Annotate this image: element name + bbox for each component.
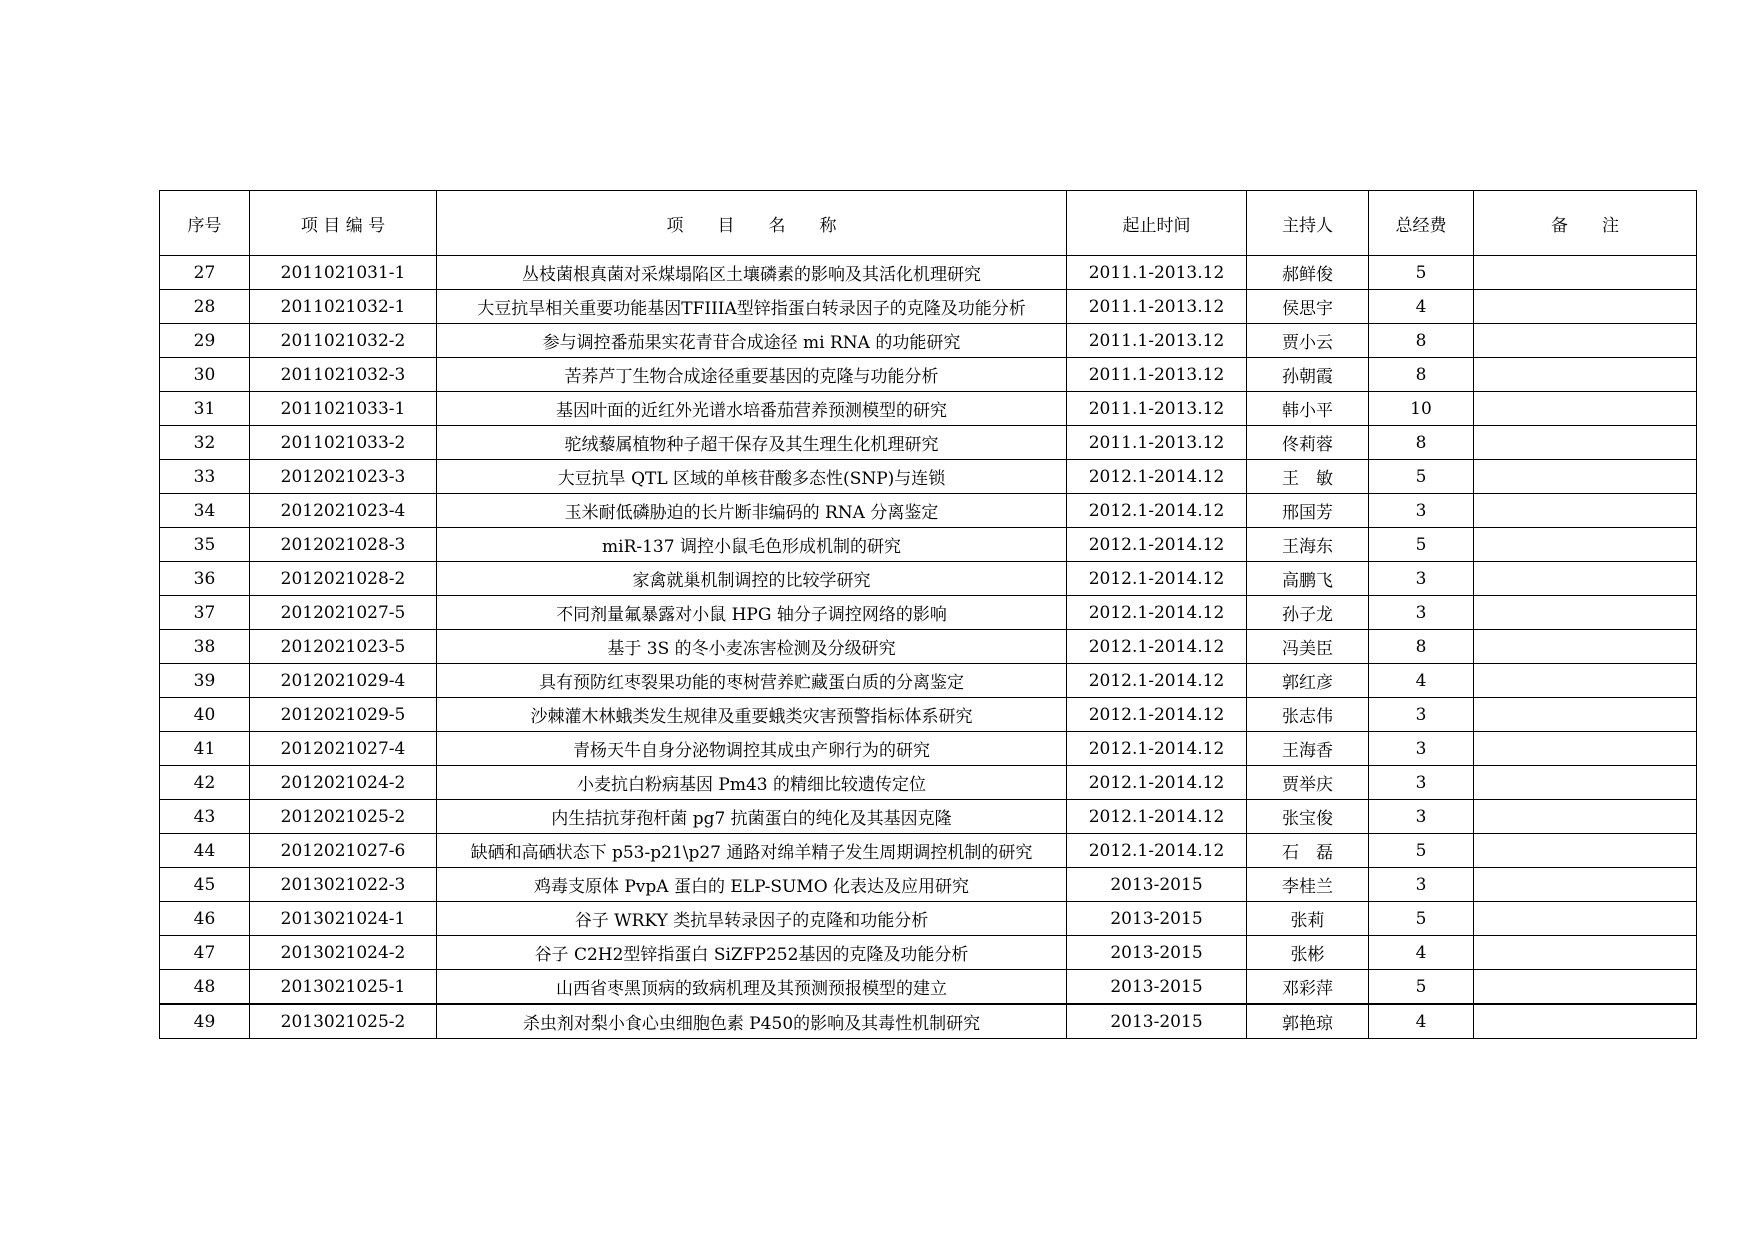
cell-funds: 5 [1369, 460, 1474, 494]
cell-host: 张彬 [1247, 936, 1369, 970]
table-row [160, 1004, 1697, 1039]
cell-note [1474, 596, 1697, 630]
header-period: 起止时间 [1067, 191, 1247, 256]
cell-period: 2012.1-2014.12 [1067, 562, 1247, 596]
table-row [160, 528, 1697, 562]
cell-seq: 42 [160, 766, 250, 800]
cell-note [1474, 800, 1697, 834]
cell-funds: 8 [1369, 630, 1474, 664]
cell-seq: 36 [160, 562, 250, 596]
cell-seq: 49 [160, 1004, 250, 1039]
cell-seq: 46 [160, 902, 250, 936]
cell-period: 2012.1-2014.12 [1067, 630, 1247, 664]
table-row [160, 664, 1697, 698]
cell-funds: 5 [1369, 834, 1474, 868]
cell-name: 玉米耐低磷胁迫的长片断非编码的 RNA 分离鉴定 [437, 494, 1067, 528]
cell-code: 2012021027-6 [250, 834, 437, 868]
cell-host: 郭艳琼 [1247, 1004, 1369, 1039]
cell-funds: 4 [1369, 1004, 1474, 1039]
cell-note [1474, 358, 1697, 392]
cell-name: 杀虫剂对梨小食心虫细胞色素 P450的影响及其毒性机制研究 [437, 1004, 1067, 1039]
cell-host: 邢国芳 [1247, 494, 1369, 528]
cell-code: 2011021032-3 [250, 358, 437, 392]
cell-funds: 3 [1369, 698, 1474, 732]
cell-seq: 44 [160, 834, 250, 868]
cell-note [1474, 732, 1697, 766]
cell-name: miR-137 调控小鼠毛色形成机制的研究 [437, 528, 1067, 562]
cell-host: 王海香 [1247, 732, 1369, 766]
cell-name: 大豆抗旱相关重要功能基因TFIIIA型锌指蛋白转录因子的克隆及功能分析 [437, 290, 1067, 324]
cell-period: 2011.1-2013.12 [1067, 256, 1247, 290]
cell-name: 丛枝菌根真菌对采煤塌陷区土壤磷素的影响及其活化机理研究 [437, 256, 1067, 290]
cell-period: 2013-2015 [1067, 902, 1247, 936]
cell-code: 2012021025-2 [250, 800, 437, 834]
cell-host: 郝鲜俊 [1247, 256, 1369, 290]
cell-seq: 35 [160, 528, 250, 562]
cell-name: 参与调控番茄果实花青苷合成途径 mi RNA 的功能研究 [437, 324, 1067, 358]
header-funds: 总经费 [1369, 191, 1474, 256]
table-row [160, 426, 1697, 460]
cell-host: 高鹏飞 [1247, 562, 1369, 596]
cell-note [1474, 630, 1697, 664]
cell-note [1474, 460, 1697, 494]
cell-host: 王 敏 [1247, 460, 1369, 494]
cell-seq: 45 [160, 868, 250, 902]
cell-code: 2013021025-1 [250, 970, 437, 1005]
cell-name: 基因叶面的近红外光谱水培番茄营养预测模型的研究 [437, 392, 1067, 426]
cell-code: 2011021032-1 [250, 290, 437, 324]
cell-note [1474, 664, 1697, 698]
cell-period: 2012.1-2014.12 [1067, 494, 1247, 528]
cell-funds: 3 [1369, 800, 1474, 834]
table-body [160, 256, 1697, 1039]
cell-seq: 27 [160, 256, 250, 290]
cell-period: 2012.1-2014.12 [1067, 834, 1247, 868]
cell-funds: 4 [1369, 936, 1474, 970]
cell-host: 侯思宇 [1247, 290, 1369, 324]
cell-note [1474, 936, 1697, 970]
table-row [160, 936, 1697, 970]
cell-code: 2012021029-5 [250, 698, 437, 732]
cell-name: 内生拮抗芽孢杆菌 pg7 抗菌蛋白的纯化及其基因克隆 [437, 800, 1067, 834]
cell-code: 2012021023-5 [250, 630, 437, 664]
table-row [160, 562, 1697, 596]
cell-name: 基于 3S 的冬小麦冻害检测及分级研究 [437, 630, 1067, 664]
cell-name: 苦荞芦丁生物合成途径重要基因的克隆与功能分析 [437, 358, 1067, 392]
table-row [160, 868, 1697, 902]
table-row [160, 800, 1697, 834]
cell-code: 2011021033-1 [250, 392, 437, 426]
cell-seq: 38 [160, 630, 250, 664]
cell-funds: 8 [1369, 426, 1474, 460]
cell-funds: 3 [1369, 732, 1474, 766]
cell-seq: 40 [160, 698, 250, 732]
cell-seq: 39 [160, 664, 250, 698]
cell-code: 2013021022-3 [250, 868, 437, 902]
cell-name: 不同剂量氟暴露对小鼠 HPG 轴分子调控网络的影响 [437, 596, 1067, 630]
cell-period: 2011.1-2013.12 [1067, 324, 1247, 358]
cell-period: 2013-2015 [1067, 936, 1247, 970]
header-name: 项 目 名 称 [437, 191, 1067, 256]
cell-note [1474, 902, 1697, 936]
cell-period: 2011.1-2013.12 [1067, 392, 1247, 426]
cell-period: 2012.1-2014.12 [1067, 460, 1247, 494]
cell-note [1474, 1004, 1697, 1039]
cell-host: 邓彩萍 [1247, 970, 1369, 1005]
header-seq: 序号 [160, 191, 250, 256]
cell-note [1474, 392, 1697, 426]
cell-host: 王海东 [1247, 528, 1369, 562]
table-row [160, 494, 1697, 528]
cell-name: 具有预防红枣裂果功能的枣树营养贮藏蛋白质的分离鉴定 [437, 664, 1067, 698]
cell-code: 2012021028-2 [250, 562, 437, 596]
table-row [160, 732, 1697, 766]
cell-code: 2012021027-5 [250, 596, 437, 630]
cell-note [1474, 256, 1697, 290]
cell-seq: 34 [160, 494, 250, 528]
cell-seq: 43 [160, 800, 250, 834]
cell-host: 张莉 [1247, 902, 1369, 936]
cell-name: 青杨天牛自身分泌物调控其成虫产卵行为的研究 [437, 732, 1067, 766]
table-row [160, 596, 1697, 630]
cell-note [1474, 528, 1697, 562]
cell-period: 2012.1-2014.12 [1067, 732, 1247, 766]
cell-note [1474, 970, 1697, 1005]
table-row [160, 392, 1697, 426]
cell-name: 谷子 C2H2型锌指蛋白 SiZFP252基因的克隆及功能分析 [437, 936, 1067, 970]
table-row [160, 256, 1697, 290]
cell-seq: 33 [160, 460, 250, 494]
header-host: 主持人 [1247, 191, 1369, 256]
cell-code: 2011021031-1 [250, 256, 437, 290]
cell-funds: 4 [1369, 664, 1474, 698]
header-note: 备 注 [1474, 191, 1697, 256]
cell-funds: 3 [1369, 494, 1474, 528]
cell-name: 沙棘灌木林蛾类发生规律及重要蛾类灾害预警指标体系研究 [437, 698, 1067, 732]
cell-period: 2011.1-2013.12 [1067, 290, 1247, 324]
cell-code: 2011021032-2 [250, 324, 437, 358]
cell-host: 李桂兰 [1247, 868, 1369, 902]
table-row [160, 834, 1697, 868]
cell-period: 2012.1-2014.12 [1067, 528, 1247, 562]
cell-host: 孙子龙 [1247, 596, 1369, 630]
cell-note [1474, 290, 1697, 324]
cell-note [1474, 834, 1697, 868]
cell-seq: 48 [160, 970, 250, 1005]
cell-host: 张宝俊 [1247, 800, 1369, 834]
cell-host: 贾举庆 [1247, 766, 1369, 800]
cell-host: 石 磊 [1247, 834, 1369, 868]
cell-funds: 5 [1369, 256, 1474, 290]
header-row [160, 191, 1697, 256]
cell-period: 2012.1-2014.12 [1067, 800, 1247, 834]
cell-host: 张志伟 [1247, 698, 1369, 732]
cell-funds: 8 [1369, 324, 1474, 358]
cell-note [1474, 324, 1697, 358]
cell-code: 2012021028-3 [250, 528, 437, 562]
cell-note [1474, 562, 1697, 596]
cell-code: 2013021025-2 [250, 1004, 437, 1039]
cell-period: 2012.1-2014.12 [1067, 698, 1247, 732]
cell-note [1474, 868, 1697, 902]
cell-host: 郭红彦 [1247, 664, 1369, 698]
cell-note [1474, 494, 1697, 528]
table-row [160, 902, 1697, 936]
cell-name: 大豆抗旱 QTL 区域的单核苷酸多态性(SNP)与连锁 [437, 460, 1067, 494]
cell-code: 2012021023-4 [250, 494, 437, 528]
table-row [160, 698, 1697, 732]
cell-funds: 3 [1369, 596, 1474, 630]
cell-note [1474, 698, 1697, 732]
cell-funds: 4 [1369, 290, 1474, 324]
cell-host: 孙朝霞 [1247, 358, 1369, 392]
cell-code: 2012021029-4 [250, 664, 437, 698]
cell-seq: 28 [160, 290, 250, 324]
cell-seq: 32 [160, 426, 250, 460]
cell-code: 2013021024-1 [250, 902, 437, 936]
cell-host: 佟莉蓉 [1247, 426, 1369, 460]
cell-note [1474, 766, 1697, 800]
cell-code: 2011021033-2 [250, 426, 437, 460]
cell-seq: 29 [160, 324, 250, 358]
cell-code: 2012021024-2 [250, 766, 437, 800]
cell-name: 小麦抗白粉病基因 Pm43 的精细比较遗传定位 [437, 766, 1067, 800]
cell-funds: 3 [1369, 766, 1474, 800]
cell-name: 山西省枣黑顶病的致病机理及其预测预报模型的建立 [437, 970, 1067, 1005]
cell-seq: 31 [160, 392, 250, 426]
cell-name: 缺硒和高硒状态下 p53-p21\p27 通路对绵羊精子发生周期调控机制的研究 [437, 834, 1067, 868]
table-row [160, 290, 1697, 324]
cell-period: 2011.1-2013.12 [1067, 426, 1247, 460]
table-row [160, 324, 1697, 358]
cell-code: 2012021027-4 [250, 732, 437, 766]
cell-funds: 3 [1369, 868, 1474, 902]
table-row [160, 460, 1697, 494]
cell-funds: 5 [1369, 970, 1474, 1005]
cell-period: 2012.1-2014.12 [1067, 596, 1247, 630]
cell-note [1474, 426, 1697, 460]
cell-host: 冯美臣 [1247, 630, 1369, 664]
projects-table [159, 190, 1697, 1039]
cell-name: 谷子 WRKY 类抗旱转录因子的克隆和功能分析 [437, 902, 1067, 936]
cell-funds: 5 [1369, 528, 1474, 562]
cell-period: 2012.1-2014.12 [1067, 766, 1247, 800]
cell-name: 家禽就巢机制调控的比较学研究 [437, 562, 1067, 596]
cell-period: 2013-2015 [1067, 1004, 1247, 1039]
cell-funds: 8 [1369, 358, 1474, 392]
cell-period: 2013-2015 [1067, 868, 1247, 902]
cell-period: 2011.1-2013.12 [1067, 358, 1247, 392]
cell-host: 韩小平 [1247, 392, 1369, 426]
cell-seq: 47 [160, 936, 250, 970]
cell-code: 2013021024-2 [250, 936, 437, 970]
cell-seq: 30 [160, 358, 250, 392]
table-row [160, 970, 1697, 1005]
cell-period: 2012.1-2014.12 [1067, 664, 1247, 698]
cell-seq: 37 [160, 596, 250, 630]
cell-funds: 10 [1369, 392, 1474, 426]
cell-name: 鸡毒支原体 PvpA 蛋白的 ELP-SUMO 化表达及应用研究 [437, 868, 1067, 902]
cell-period: 2013-2015 [1067, 970, 1247, 1005]
table-row [160, 630, 1697, 664]
cell-code: 2012021023-3 [250, 460, 437, 494]
cell-name: 驼绒藜属植物种子超干保存及其生理生化机理研究 [437, 426, 1067, 460]
table-row [160, 766, 1697, 800]
cell-funds: 3 [1369, 562, 1474, 596]
cell-host: 贾小云 [1247, 324, 1369, 358]
cell-seq: 41 [160, 732, 250, 766]
table-row [160, 358, 1697, 392]
cell-funds: 5 [1369, 902, 1474, 936]
header-code: 项 目 编 号 [250, 191, 437, 256]
table-header [160, 191, 1697, 256]
